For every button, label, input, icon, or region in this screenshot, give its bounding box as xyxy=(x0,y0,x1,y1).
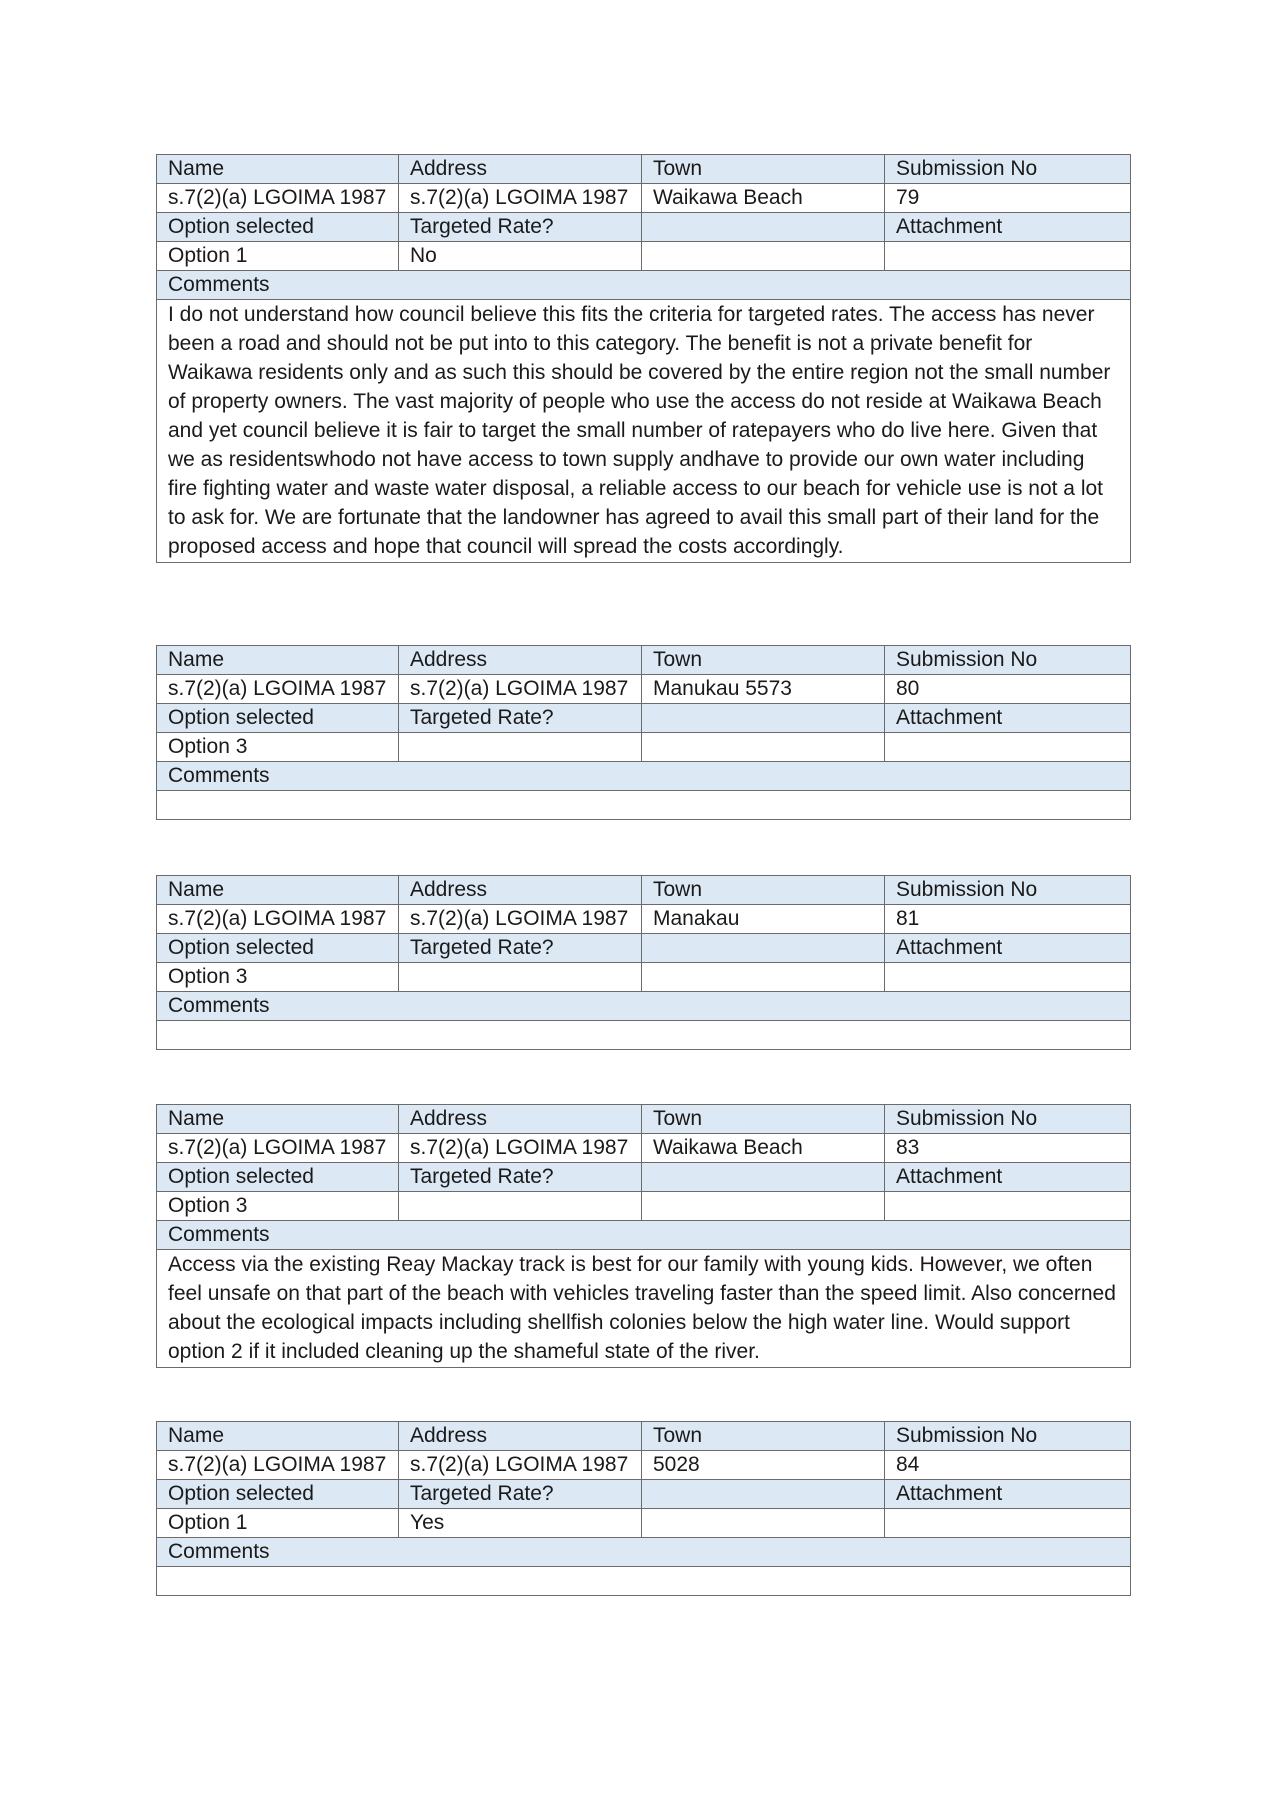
submission-no-value: 81 xyxy=(885,905,1131,934)
comment-text: I do not understand how council believe this fits the criteria for targeted rates. The access has never been a road and should not be put into to this category. The benefit is not a private benefit for Waikawa residents only and as such this should be covered by the entire region not the small number of property owners. The vast majority of people who use the access do not reside at Waikawa Beach and yet council believe it is fair to target the small number of ratepayers who do live here. Given that we as residentswhodo not have access to town supply andhave to provide our own water including fire fighting water and waste water disposal, a reliable access to our beach for vehicle use is not a lot to ask for. We are fortunate that the landowner has agreed to avail this small part of their land for the proposed access and hope that council will spread the costs accordingly. xyxy=(157,300,1131,563)
header-row xyxy=(157,155,1131,184)
attachment-label: Attachment xyxy=(885,213,1131,242)
submission-no-label: Submission No xyxy=(885,155,1131,184)
option-header-row xyxy=(157,704,1131,733)
submission-no-value: 84 xyxy=(885,1451,1131,1480)
header-row xyxy=(157,1422,1131,1451)
option-value: Option 3 xyxy=(157,963,399,992)
attachment-value xyxy=(885,963,1131,992)
option-value: Option 3 xyxy=(157,733,399,762)
targeted-rate-value xyxy=(399,733,642,762)
town-label: Town xyxy=(642,155,885,184)
submission-table xyxy=(156,154,1131,563)
targeted-rate-label: Targeted Rate? xyxy=(399,704,642,733)
address-value: s.7(2)(a) LGOIMA 1987 xyxy=(399,1451,642,1480)
address-value: s.7(2)(a) LGOIMA 1987 xyxy=(399,905,642,934)
comments-header-row xyxy=(157,1221,1131,1250)
submission-table xyxy=(156,645,1131,820)
comments-label: Comments xyxy=(157,992,1131,1021)
blank-cell xyxy=(642,704,885,733)
option-value: Option 1 xyxy=(157,242,399,271)
comment-text: Access via the existing Reay Mackay track is best for our family with young kids. However, we often feel unsafe on that part of the beach with vehicles traveling faster than the speed limit. Also concerned about the ecological impacts including shellfish colonies below the high water line. Would support option 2 if it included cleaning up the shameful state of the river. xyxy=(157,1250,1131,1368)
blank-cell xyxy=(642,733,885,762)
option-header-row xyxy=(157,934,1131,963)
address-label: Address xyxy=(399,1422,642,1451)
details-row xyxy=(157,1451,1131,1480)
address-value: s.7(2)(a) LGOIMA 1987 xyxy=(399,1134,642,1163)
targeted-rate-value xyxy=(399,1192,642,1221)
attachment-label: Attachment xyxy=(885,934,1131,963)
name-label: Name xyxy=(157,155,399,184)
comments-header-row xyxy=(157,992,1131,1021)
town-value: Waikawa Beach xyxy=(642,1134,885,1163)
option-row xyxy=(157,1192,1131,1221)
targeted-rate-label: Targeted Rate? xyxy=(399,213,642,242)
attachment-label: Attachment xyxy=(885,1480,1131,1509)
comments-row xyxy=(157,1250,1131,1368)
address-label: Address xyxy=(399,1105,642,1134)
name-label: Name xyxy=(157,876,399,905)
attachment-value xyxy=(885,1509,1131,1538)
comments-header-row xyxy=(157,271,1131,300)
option-row xyxy=(157,733,1131,762)
targeted-rate-label: Targeted Rate? xyxy=(399,1163,642,1192)
town-value: Waikawa Beach xyxy=(642,184,885,213)
address-label: Address xyxy=(399,876,642,905)
name-label: Name xyxy=(157,1105,399,1134)
submission-no-value: 83 xyxy=(885,1134,1131,1163)
details-row xyxy=(157,184,1131,213)
comments-row xyxy=(157,1021,1131,1050)
option-selected-label: Option selected xyxy=(157,1163,399,1192)
comments-header-row xyxy=(157,1538,1131,1567)
address-label: Address xyxy=(399,155,642,184)
submission-no-label: Submission No xyxy=(885,646,1131,675)
address-value: s.7(2)(a) LGOIMA 1987 xyxy=(399,675,642,704)
comment-text xyxy=(157,1567,1131,1596)
targeted-rate-value: No xyxy=(399,242,642,271)
attachment-label: Attachment xyxy=(885,704,1131,733)
blank-cell xyxy=(642,242,885,271)
submission-table xyxy=(156,1104,1131,1368)
targeted-rate-label: Targeted Rate? xyxy=(399,934,642,963)
address-label: Address xyxy=(399,646,642,675)
targeted-rate-value xyxy=(399,963,642,992)
details-row xyxy=(157,905,1131,934)
option-row xyxy=(157,963,1131,992)
attachment-value xyxy=(885,242,1131,271)
name-label: Name xyxy=(157,646,399,675)
option-row xyxy=(157,242,1131,271)
submission-table xyxy=(156,875,1131,1050)
comments-row xyxy=(157,1567,1131,1596)
header-row xyxy=(157,646,1131,675)
targeted-rate-value: Yes xyxy=(399,1509,642,1538)
town-label: Town xyxy=(642,1105,885,1134)
name-value: s.7(2)(a) LGOIMA 1987 xyxy=(157,675,399,704)
header-row xyxy=(157,1105,1131,1134)
comments-header-row xyxy=(157,762,1131,791)
town-value: Manukau 5573 xyxy=(642,675,885,704)
attachment-label: Attachment xyxy=(885,1163,1131,1192)
option-header-row xyxy=(157,1163,1131,1192)
town-label: Town xyxy=(642,1422,885,1451)
comments-row xyxy=(157,300,1131,563)
blank-cell xyxy=(642,963,885,992)
header-row xyxy=(157,876,1131,905)
comments-row xyxy=(157,791,1131,820)
option-header-row xyxy=(157,213,1131,242)
name-value: s.7(2)(a) LGOIMA 1987 xyxy=(157,1134,399,1163)
option-selected-label: Option selected xyxy=(157,934,399,963)
blank-cell xyxy=(642,1192,885,1221)
option-selected-label: Option selected xyxy=(157,1480,399,1509)
submission-no-value: 79 xyxy=(885,184,1131,213)
option-value: Option 3 xyxy=(157,1192,399,1221)
name-value: s.7(2)(a) LGOIMA 1987 xyxy=(157,184,399,213)
town-value: 5028 xyxy=(642,1451,885,1480)
submission-no-value: 80 xyxy=(885,675,1131,704)
comments-label: Comments xyxy=(157,762,1131,791)
option-selected-label: Option selected xyxy=(157,704,399,733)
comment-text xyxy=(157,791,1131,820)
blank-cell xyxy=(642,1163,885,1192)
option-header-row xyxy=(157,1480,1131,1509)
town-label: Town xyxy=(642,646,885,675)
blank-cell xyxy=(642,1509,885,1538)
comments-label: Comments xyxy=(157,1221,1131,1250)
name-value: s.7(2)(a) LGOIMA 1987 xyxy=(157,1451,399,1480)
comment-text xyxy=(157,1021,1131,1050)
option-selected-label: Option selected xyxy=(157,213,399,242)
option-row xyxy=(157,1509,1131,1538)
comments-label: Comments xyxy=(157,1538,1131,1567)
blank-cell xyxy=(642,934,885,963)
attachment-value xyxy=(885,1192,1131,1221)
details-row xyxy=(157,1134,1131,1163)
submission-no-label: Submission No xyxy=(885,1422,1131,1451)
comments-label: Comments xyxy=(157,271,1131,300)
submission-no-label: Submission No xyxy=(885,1105,1131,1134)
blank-cell xyxy=(642,213,885,242)
address-value: s.7(2)(a) LGOIMA 1987 xyxy=(399,184,642,213)
town-label: Town xyxy=(642,876,885,905)
blank-cell xyxy=(642,1480,885,1509)
submission-no-label: Submission No xyxy=(885,876,1131,905)
attachment-value xyxy=(885,733,1131,762)
name-label: Name xyxy=(157,1422,399,1451)
details-row xyxy=(157,675,1131,704)
town-value: Manakau xyxy=(642,905,885,934)
name-value: s.7(2)(a) LGOIMA 1987 xyxy=(157,905,399,934)
option-value: Option 1 xyxy=(157,1509,399,1538)
submission-table xyxy=(156,1421,1131,1596)
targeted-rate-label: Targeted Rate? xyxy=(399,1480,642,1509)
